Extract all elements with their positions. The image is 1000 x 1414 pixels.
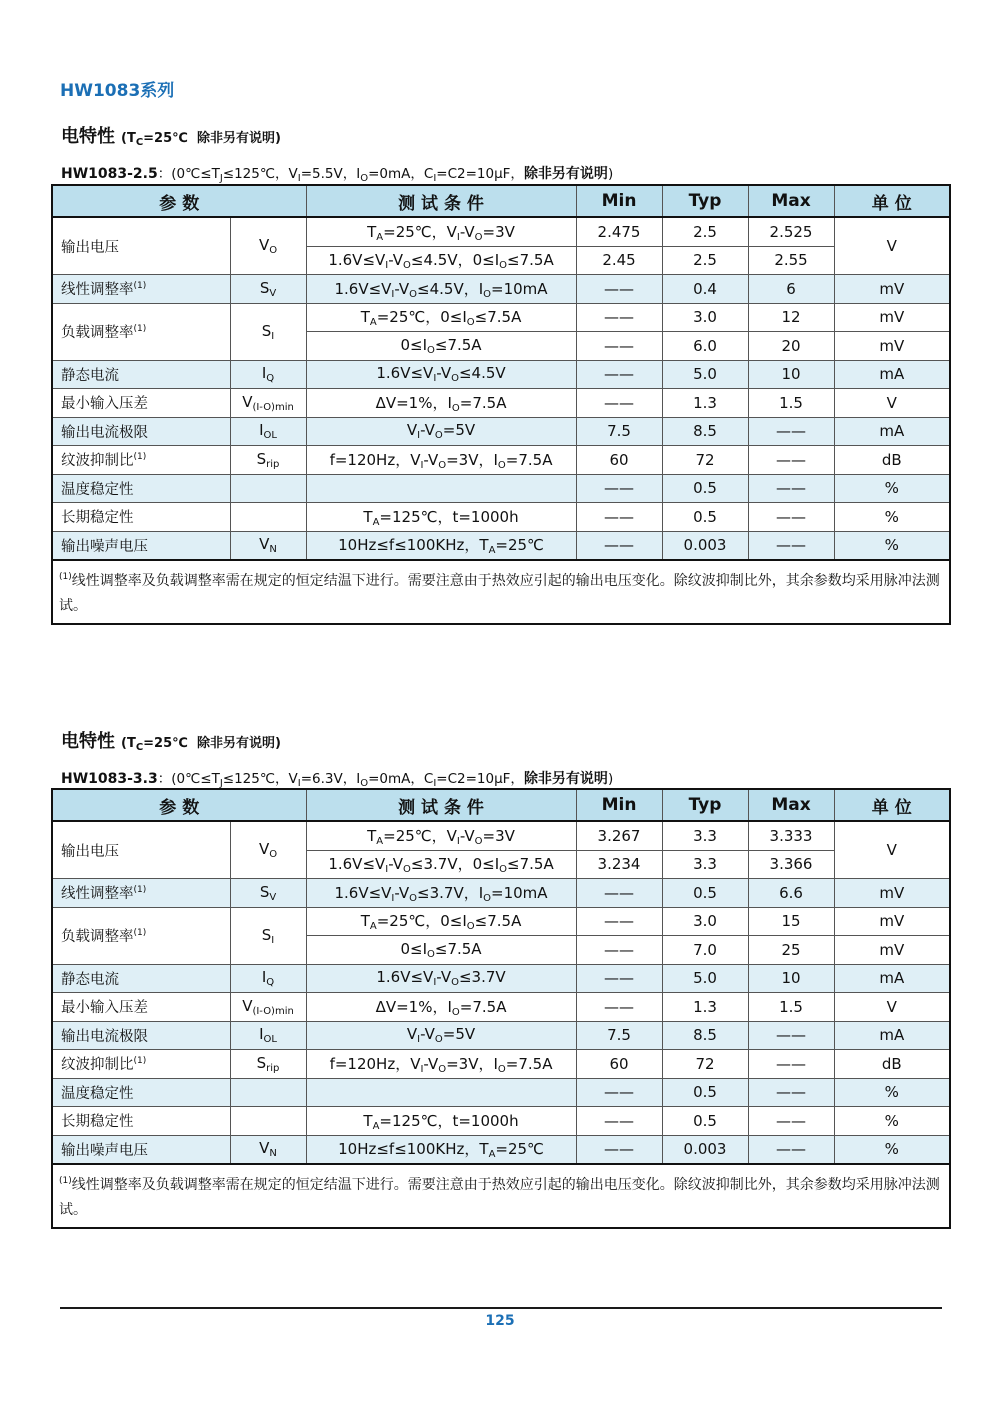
cell-ls-name: 长期稳定性: [52, 503, 230, 532]
table-row: [52, 360, 950, 389]
cell-iq-max: 10: [748, 360, 834, 389]
cell-iol-max: ——: [748, 1021, 834, 1050]
cell-vo-typ1: 2.5: [662, 217, 748, 246]
cell-vd-c: ΔV=1%，$I_O=7.5A$: [306, 389, 576, 418]
cell-ls-min: ——: [576, 503, 662, 532]
cell-si-unit1: mV: [834, 303, 950, 332]
part-number: HW1083-3.3: [61, 771, 158, 787]
cell-iq-c: $1.6V\le V_I-V_O\le 4.5V$: [306, 360, 576, 389]
cell-iol-name: 输出电流极限: [52, 417, 230, 446]
cell-vo-unit: V: [834, 821, 950, 879]
cell-iq-c: $1.6V\le V_I-V_O\le 3.7V$: [306, 964, 576, 993]
cell-vn-max: ——: [748, 531, 834, 560]
table-footnote: $^{(1)}$线性调整率及负载调整率需在规定的恒定结温下进行。需要注意由于热效应引起的输出电压变化。除纹波抑制比外，其余参数均采用脉冲法测试。: [52, 560, 950, 624]
cell-iol-min: 7.5: [576, 417, 662, 446]
cell-vo-max1: 2.525: [748, 217, 834, 246]
table-footnote-row: [52, 560, 950, 624]
header-max: Max: [748, 185, 834, 217]
cell-rip-min: 60: [576, 446, 662, 475]
cell-vo-min1: 3.267: [576, 821, 662, 850]
table-row: [52, 907, 950, 936]
cell-iol-max: ——: [748, 417, 834, 446]
cell-vd-sym: $V_{(I-O)min}$: [230, 993, 306, 1022]
cell-vd-name: 最小输入压差: [52, 993, 230, 1022]
cell-vo-typ1: 3.3: [662, 821, 748, 850]
table-row: [52, 303, 950, 332]
global-conditions: ：($0℃\le T_J\le 125℃$，$V_I=6.3V$，$I_O=0mA$，$C_I=C2=10\mu F$，除非另有说明): [157, 771, 614, 789]
cell-iol-unit: mA: [834, 417, 950, 446]
cell-rip-c: f=120Hz，$V_I-V_O=3V$，$I_O=7.5A$: [306, 1050, 576, 1079]
footer-divider: [60, 1307, 942, 1309]
table-row: [52, 417, 950, 446]
cell-iol-c: $V_I-V_O=5V$: [306, 1021, 576, 1050]
cell-sv-c: $1.6V\le V_I-V_O\le 3.7V$，$I_O=10mA$: [306, 879, 576, 908]
cell-si-min1: ——: [576, 907, 662, 936]
global-conditions: ：($0℃\le T_J\le 125℃$，$V_I=5.5V$，$I_O=0mA$，$C_I=C2=10\mu F$，除非另有说明): [157, 166, 614, 184]
table-row: [52, 275, 950, 304]
cell-ls-c: $T_A=125℃$，t=1000h: [306, 1107, 576, 1136]
cell-vo-unit: V: [834, 217, 950, 275]
cell-ls-typ: 0.5: [662, 1107, 748, 1136]
cell-ts-max: ——: [748, 474, 834, 503]
cell-si-max2: 20: [748, 332, 834, 361]
cell-iq-min: ——: [576, 964, 662, 993]
cell-rip-typ: 72: [662, 1050, 748, 1079]
cell-iq-sym: $I_Q$: [230, 964, 306, 993]
section-title: 电特性 ($T_C=25℃$ 除非另有说明): [61, 731, 281, 753]
cell-si-c2: $0\le I_O\le 7.5A$: [306, 936, 576, 965]
cell-sv-name: 线性调整率$^{(1)}$: [52, 275, 230, 304]
cell-iq-typ: 5.0: [662, 360, 748, 389]
cell-si-max2: 25: [748, 936, 834, 965]
header-condition: 测 试 条 件: [306, 185, 576, 217]
cell-si-c1: $T_A=25℃$，$0\le I_O\le 7.5A$: [306, 303, 576, 332]
cell-ts-min: ——: [576, 1078, 662, 1107]
cell-ts-c: [306, 474, 576, 503]
cell-vo-typ2: 3.3: [662, 850, 748, 879]
cell-ls-sym: [230, 503, 306, 532]
cell-vo-max2: 3.366: [748, 850, 834, 879]
table-row: [52, 879, 950, 908]
cell-ts-unit: %: [834, 474, 950, 503]
cell-ls-unit: %: [834, 1107, 950, 1136]
cell-vo-max1: 3.333: [748, 821, 834, 850]
cell-rip-name: 纹波抑制比$^{(1)}$: [52, 446, 230, 475]
cell-rip-max: ——: [748, 446, 834, 475]
cell-vd-sym: $V_{(I-O)min}$: [230, 389, 306, 418]
cell-vo-sym: $V_O$: [230, 217, 306, 275]
cell-ts-typ: 0.5: [662, 474, 748, 503]
cell-ts-min: ——: [576, 474, 662, 503]
cell-ts-name: 温度稳定性: [52, 474, 230, 503]
cell-vd-min: ——: [576, 993, 662, 1022]
table-row: [52, 993, 950, 1022]
cell-vn-unit: %: [834, 1135, 950, 1164]
cell-si-max1: 12: [748, 303, 834, 332]
cell-ls-c: $T_A=125℃$，t=1000h: [306, 503, 576, 532]
cell-vo-name: 输出电压: [52, 217, 230, 275]
cell-rip-sym: $S_{rip}$: [230, 1050, 306, 1079]
cell-ls-sym: [230, 1107, 306, 1136]
table-row: [52, 821, 950, 850]
cell-vd-unit: V: [834, 993, 950, 1022]
table-row: [52, 531, 950, 560]
header-max: Max: [748, 789, 834, 821]
table-row: [52, 1135, 950, 1164]
table-row: [52, 217, 950, 246]
cell-ts-unit: %: [834, 1078, 950, 1107]
cell-si-min2: ——: [576, 332, 662, 361]
cell-rip-unit: dB: [834, 446, 950, 475]
cell-vo-c2: $1.6V\le V_I-V_O\le 4.5V$，$0\le I_O\le 7.5A$: [306, 246, 576, 275]
cell-vn-unit: %: [834, 531, 950, 560]
header-unit: 单 位: [834, 789, 950, 821]
cell-vo-name: 输出电压: [52, 821, 230, 879]
cell-si-typ2: 7.0: [662, 936, 748, 965]
spec-table: [51, 184, 951, 625]
cell-rip-min: 60: [576, 1050, 662, 1079]
cell-vn-c: 10Hz≤f≤100KHz，$T_A=25℃$: [306, 531, 576, 560]
cell-ls-min: ——: [576, 1107, 662, 1136]
table-row: [52, 1021, 950, 1050]
cell-vo-typ2: 2.5: [662, 246, 748, 275]
cell-ls-name: 长期稳定性: [52, 1107, 230, 1136]
cell-vo-c1: $T_A=25℃$，$V_I-V_O=3V$: [306, 217, 576, 246]
cell-ts-sym: [230, 1078, 306, 1107]
header-param: 参 数: [52, 185, 306, 217]
cell-ls-max: ——: [748, 1107, 834, 1136]
cell-sv-name: 线性调整率$^{(1)}$: [52, 879, 230, 908]
cell-rip-unit: dB: [834, 1050, 950, 1079]
cell-vn-sym: $V_N$: [230, 1135, 306, 1164]
cell-sv-sym: $S_V$: [230, 879, 306, 908]
cell-vo-max2: 2.55: [748, 246, 834, 275]
cell-vn-min: ——: [576, 531, 662, 560]
cell-si-unit2: mV: [834, 936, 950, 965]
header-unit: 单 位: [834, 185, 950, 217]
cell-iq-sym: $I_Q$: [230, 360, 306, 389]
table-row: [52, 446, 950, 475]
cell-sv-min: ——: [576, 879, 662, 908]
cell-vn-typ: 0.003: [662, 531, 748, 560]
cell-iol-typ: 8.5: [662, 417, 748, 446]
cell-ts-name: 温度稳定性: [52, 1078, 230, 1107]
cell-vn-c: 10Hz≤f≤100KHz，$T_A=25℃$: [306, 1135, 576, 1164]
cell-vd-min: ——: [576, 389, 662, 418]
part-number: HW1083-2.5: [61, 166, 158, 182]
cell-si-unit2: mV: [834, 332, 950, 361]
table-footnote: $^{(1)}$线性调整率及负载调整率需在规定的恒定结温下进行。需要注意由于热效应引起的输出电压变化。除纹波抑制比外，其余参数均采用脉冲法测试。: [52, 1164, 950, 1228]
table-row: [52, 503, 950, 532]
cell-ts-c: [306, 1078, 576, 1107]
cell-ls-unit: %: [834, 503, 950, 532]
table-header-row: [52, 789, 950, 821]
cell-iol-sym: $I_{OL}$: [230, 1021, 306, 1050]
cell-si-name: 负载调整率$^{(1)}$: [52, 907, 230, 964]
cell-iol-name: 输出电流极限: [52, 1021, 230, 1050]
cell-vn-max: ——: [748, 1135, 834, 1164]
table-footnote-row: [52, 1164, 950, 1228]
cell-vd-max: 1.5: [748, 389, 834, 418]
cell-ts-max: ——: [748, 1078, 834, 1107]
table-row: [52, 389, 950, 418]
cell-si-unit1: mV: [834, 907, 950, 936]
cell-iq-unit: mA: [834, 360, 950, 389]
cell-sv-unit: mV: [834, 879, 950, 908]
spec-table: [51, 788, 951, 1229]
header-min: Min: [576, 789, 662, 821]
cell-rip-typ: 72: [662, 446, 748, 475]
cell-vd-c: ΔV=1%，$I_O=7.5A$: [306, 993, 576, 1022]
cell-ts-sym: [230, 474, 306, 503]
header-min: Min: [576, 185, 662, 217]
cell-si-c1: $T_A=25℃$，$0\le I_O\le 7.5A$: [306, 907, 576, 936]
cell-iq-name: 静态电流: [52, 964, 230, 993]
cell-vn-typ: 0.003: [662, 1135, 748, 1164]
cell-si-c2: $0\le I_O\le 7.5A$: [306, 332, 576, 361]
cell-rip-c: f=120Hz，$V_I-V_O=3V$，$I_O=7.5A$: [306, 446, 576, 475]
cell-vd-max: 1.5: [748, 993, 834, 1022]
cell-vd-typ: 1.3: [662, 993, 748, 1022]
table-row: [52, 1050, 950, 1079]
table-header-row: [52, 185, 950, 217]
cell-vo-min2: 2.45: [576, 246, 662, 275]
header-param: 参 数: [52, 789, 306, 821]
cell-iol-unit: mA: [834, 1021, 950, 1050]
cell-iol-c: $V_I-V_O=5V$: [306, 417, 576, 446]
cell-vd-typ: 1.3: [662, 389, 748, 418]
cell-iq-typ: 5.0: [662, 964, 748, 993]
cell-rip-max: ——: [748, 1050, 834, 1079]
cell-vn-name: 输出噪声电压: [52, 531, 230, 560]
cell-iq-max: 10: [748, 964, 834, 993]
cell-rip-name: 纹波抑制比$^{(1)}$: [52, 1050, 230, 1079]
cell-vo-sym: $V_O$: [230, 821, 306, 879]
cell-iol-sym: $I_{OL}$: [230, 417, 306, 446]
cell-vn-sym: $V_N$: [230, 531, 306, 560]
cell-si-typ2: 6.0: [662, 332, 748, 361]
cell-si-typ1: 3.0: [662, 303, 748, 332]
cell-iq-name: 静态电流: [52, 360, 230, 389]
cell-iq-min: ——: [576, 360, 662, 389]
cell-sv-max: 6: [748, 275, 834, 304]
cell-si-min2: ——: [576, 936, 662, 965]
cell-iol-min: 7.5: [576, 1021, 662, 1050]
cell-sv-typ: 0.5: [662, 879, 748, 908]
cell-sv-min: ——: [576, 275, 662, 304]
cell-ls-max: ——: [748, 503, 834, 532]
cell-rip-sym: $S_{rip}$: [230, 446, 306, 475]
cell-vo-c2: $1.6V\le V_I-V_O\le 3.7V$，$0\le I_O\le 7.5A$: [306, 850, 576, 879]
cell-vo-c1: $T_A=25℃$，$V_I-V_O=3V$: [306, 821, 576, 850]
test-conditions-line: [61, 767, 613, 789]
cell-vd-name: 最小输入压差: [52, 389, 230, 418]
cell-vd-unit: V: [834, 389, 950, 418]
cell-si-min1: ——: [576, 303, 662, 332]
header-condition: 测 试 条 件: [306, 789, 576, 821]
test-conditions-line: [61, 162, 613, 184]
header-typ: Typ: [662, 185, 748, 217]
cell-si-name: 负载调整率$^{(1)}$: [52, 303, 230, 360]
series-title: HW1083系列: [60, 81, 175, 101]
cell-si-max1: 15: [748, 907, 834, 936]
cell-vo-min1: 2.475: [576, 217, 662, 246]
cell-iol-typ: 8.5: [662, 1021, 748, 1050]
cell-si-typ1: 3.0: [662, 907, 748, 936]
cell-ls-typ: 0.5: [662, 503, 748, 532]
cell-sv-typ: 0.4: [662, 275, 748, 304]
table-row: [52, 474, 950, 503]
cell-vn-min: ——: [576, 1135, 662, 1164]
cell-vn-name: 输出噪声电压: [52, 1135, 230, 1164]
cell-si-sym: $S_I$: [230, 907, 306, 964]
page-number: 125: [485, 1313, 515, 1329]
table-row: [52, 1078, 950, 1107]
cell-sv-sym: $S_V$: [230, 275, 306, 304]
cell-sv-unit: mV: [834, 275, 950, 304]
cell-vo-min2: 3.234: [576, 850, 662, 879]
cell-ts-typ: 0.5: [662, 1078, 748, 1107]
cell-sv-max: 6.6: [748, 879, 834, 908]
cell-sv-c: $1.6V\le V_I-V_O\le 4.5V$，$I_O=10mA$: [306, 275, 576, 304]
cell-iq-unit: mA: [834, 964, 950, 993]
section-title: 电特性 ($T_C=25℃$ 除非另有说明): [61, 126, 281, 148]
cell-si-sym: $S_I$: [230, 303, 306, 360]
table-row: [52, 1107, 950, 1136]
table-row: [52, 964, 950, 993]
header-typ: Typ: [662, 789, 748, 821]
